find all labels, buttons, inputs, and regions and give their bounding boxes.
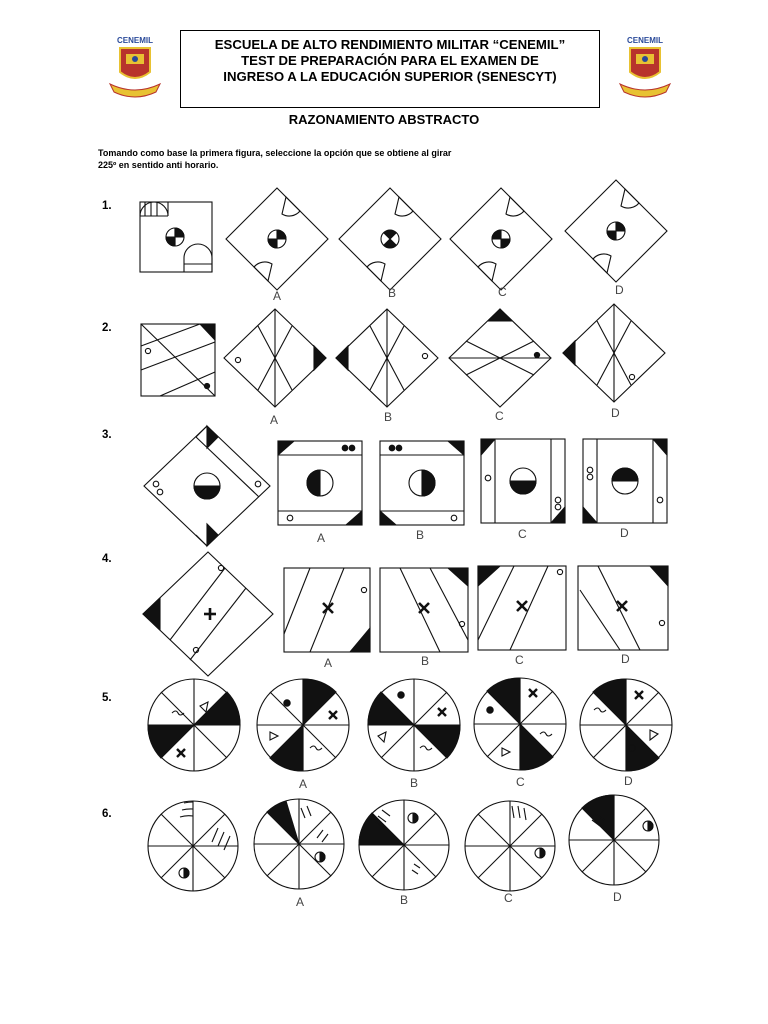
q3-label-b: B (416, 528, 425, 542)
q4-option-c (478, 566, 566, 650)
question-number-2: 2. (102, 322, 112, 334)
q6-label-b: B (400, 893, 409, 907)
q5-option-a (257, 679, 349, 771)
section-title: RAZONAMIENTO ABSTRACTO (288, 112, 480, 127)
q1-label-c: C (498, 285, 507, 299)
q4-label-c: C (515, 653, 524, 667)
q6-option-d (569, 795, 659, 885)
q5-option-b (368, 679, 460, 771)
q5-label-b: B (410, 776, 419, 790)
instructions-line-1: Tomando como base la primera figura, seleccione la opción que se obtiene al girar (98, 148, 452, 158)
q4-option-d (578, 566, 668, 650)
q2-label-a: A (270, 413, 279, 427)
q4-option-b (380, 568, 468, 652)
q6-label-d: D (613, 890, 622, 904)
q3-option-c (481, 439, 565, 523)
instructions-line-2: 225º en sentido anti horario. (98, 160, 219, 170)
q5-option-d (580, 679, 672, 771)
question-number-3: 3. (102, 429, 112, 441)
q1-option-d (565, 180, 667, 282)
q3-option-a (278, 441, 362, 525)
q1-option-c (450, 188, 552, 290)
q2-base-figure (141, 324, 215, 396)
q5-label-a: A (299, 777, 308, 791)
q1-base-figure (140, 202, 212, 272)
q1-label-d: D (615, 283, 624, 297)
question-number-4: 4. (102, 553, 112, 565)
question-number-1: 1. (102, 200, 112, 212)
q2-option-c (449, 309, 551, 407)
q2-option-d (563, 304, 665, 402)
q4-base-figure (143, 552, 273, 676)
q2-option-a (224, 309, 326, 407)
header-line-2: TEST DE PREPARACIÓN PARA EL EXAMEN DE (241, 53, 539, 68)
q2-label-b: B (384, 410, 393, 424)
q5-option-c (474, 678, 566, 770)
q3-option-b (380, 441, 464, 525)
q6-option-b (359, 800, 449, 890)
q5-base-figure (148, 679, 240, 771)
question-number-5: 5. (102, 692, 112, 704)
q2-label-d: D (611, 406, 620, 420)
header-line-3: INGRESO A LA EDUCACIÓN SUPERIOR (SENESCYT) (223, 69, 557, 84)
q3-label-c: C (518, 527, 527, 541)
q3-label-d: D (620, 526, 629, 540)
q6-option-a (254, 799, 344, 889)
q1-label-a: A (273, 289, 282, 303)
q6-option-c (465, 801, 555, 891)
q4-label-d: D (621, 652, 630, 666)
q1-label-b: B (388, 286, 397, 300)
q1-option-b (339, 188, 441, 290)
q4-label-b: B (421, 654, 430, 668)
q6-label-a: A (296, 895, 305, 909)
logo-text: CENEMIL (627, 36, 663, 45)
q3-label-a: A (317, 531, 326, 545)
q5-label-c: C (516, 775, 525, 789)
q5-label-d: D (624, 774, 633, 788)
logo-text: CENEMIL (117, 36, 153, 45)
q1-option-a (226, 188, 328, 290)
q6-base-figure (148, 801, 238, 891)
q4-label-a: A (324, 656, 333, 670)
q3-base-figure (144, 426, 270, 546)
q2-label-c: C (495, 409, 504, 423)
question-number-6: 6. (102, 808, 112, 820)
q6-label-c: C (504, 891, 513, 905)
q2-option-b (336, 309, 438, 407)
q4-option-a (284, 568, 370, 652)
q3-option-d (583, 439, 667, 523)
header-line-1: ESCUELA DE ALTO RENDIMIENTO MILITAR “CENEMIL” (214, 37, 566, 52)
